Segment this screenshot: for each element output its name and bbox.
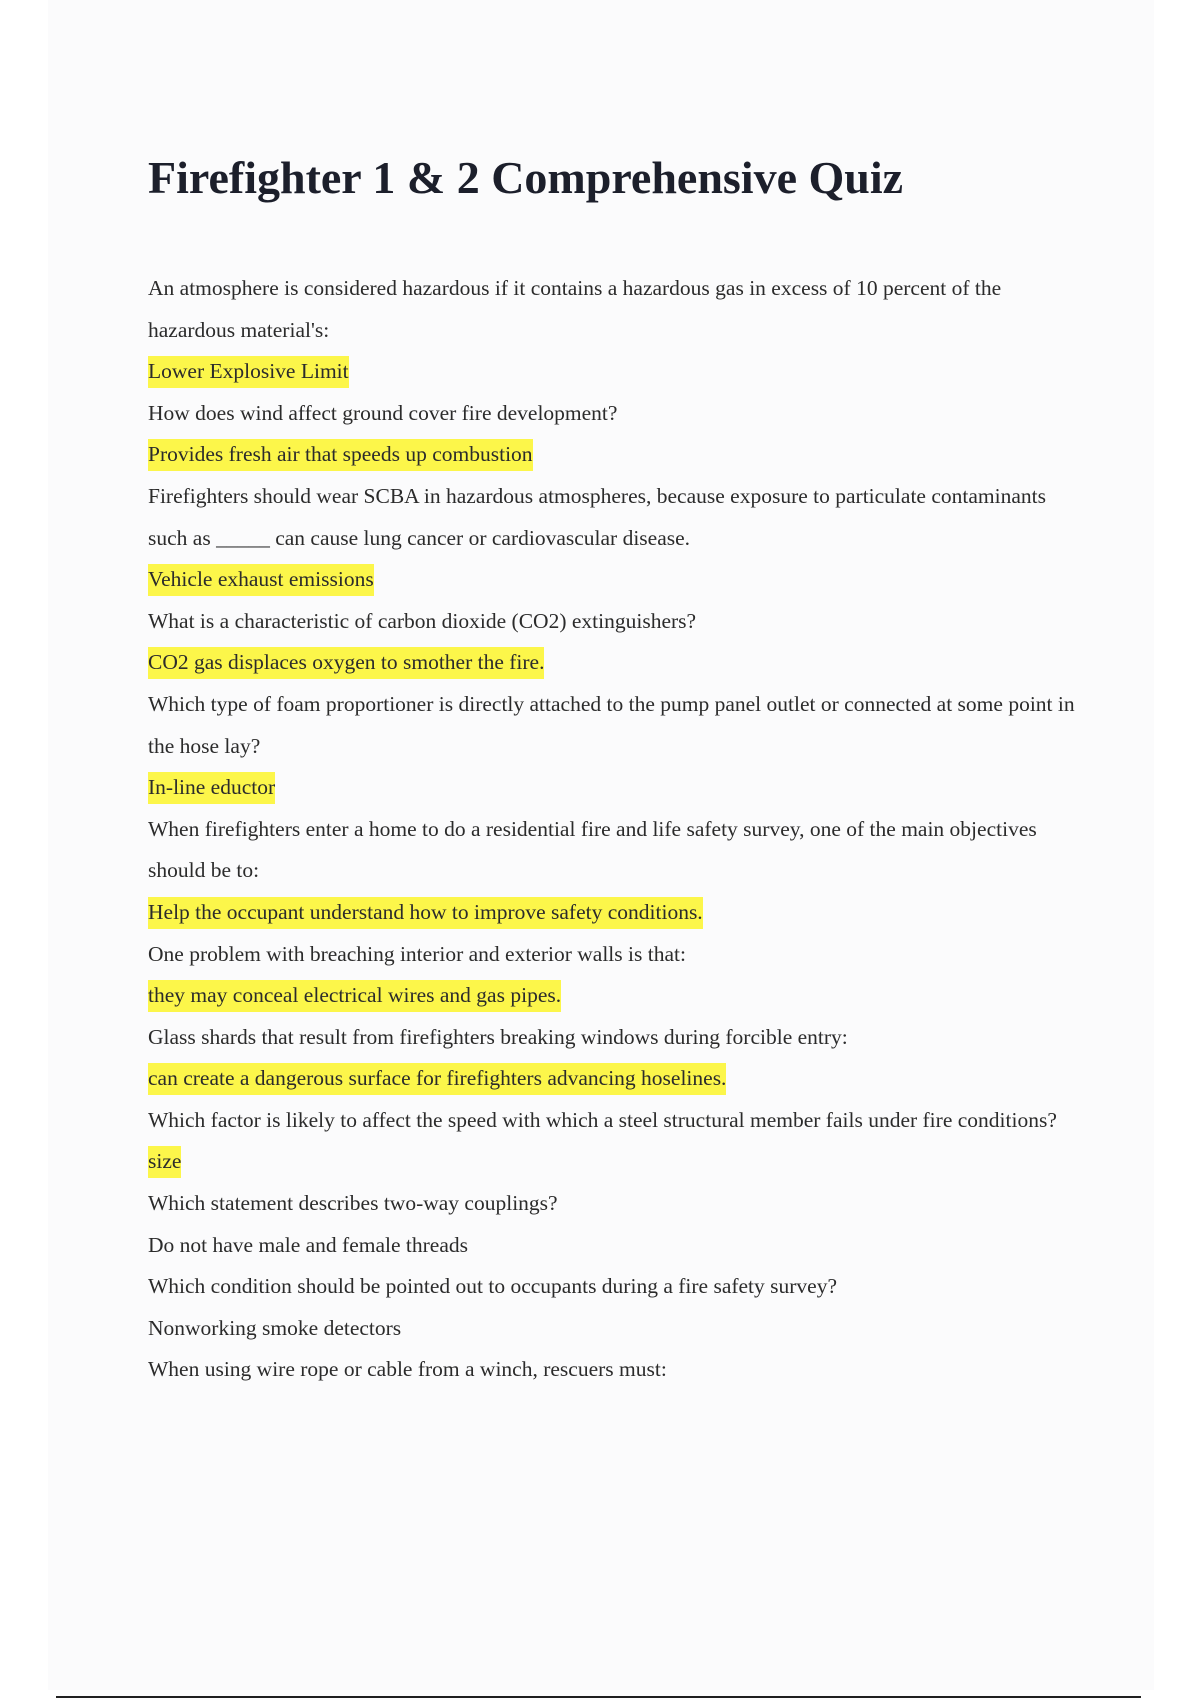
answer-highlight: Vehicle exhaust emissions [148,564,374,596]
answer-highlight: Lower Explosive Limit [148,356,349,388]
question-text: An atmosphere is considered hazardous if it contains a hazardous gas in excess of 10 percent of the hazardous material's: [148,276,1002,342]
answer-text [148,767,1078,809]
answer-text [148,892,1078,934]
quiz-item [148,268,1078,393]
quiz-content [148,268,1078,1391]
quiz-item [148,1349,1078,1391]
question-text: Glass shards that result from firefighters breaking windows during forcible entry: [148,1024,848,1049]
answer-text [148,1058,1078,1100]
answer-highlight: can create a dangerous surface for firefighters advancing hoselines. [148,1063,726,1095]
answer-highlight: Help the occupant understand how to improve safety conditions. [148,897,703,929]
question-text: One problem with breaching interior and exterior walls is that: [148,941,686,966]
quiz-item [148,809,1078,934]
answer-text [148,642,1078,684]
quiz-item [148,601,1078,684]
question-text: How does wind affect ground cover fire development? [148,400,618,425]
answer-highlight: they may conceal electrical wires and gas pipes. [148,980,561,1012]
quiz-item [148,684,1078,809]
answer-highlight: CO2 gas displaces oxygen to smother the fire. [148,647,544,679]
question-text: What is a characteristic of carbon dioxide (CO2) extinguishers? [148,608,697,633]
quiz-item [148,1266,1078,1349]
quiz-item [148,1183,1078,1266]
quiz-item [148,1017,1078,1100]
question-text: Which factor is likely to affect the speed with which a steel structural member fails under fire conditions? [148,1107,1057,1132]
question-text: Which condition should be pointed out to occupants during a fire safety survey? [148,1274,838,1299]
answer-highlight: In-line eductor [148,772,275,804]
quiz-item [148,1100,1078,1183]
answer-text [148,1141,1078,1183]
bottom-rule [56,1696,1141,1698]
question-text: Which type of foam proportioner is directly attached to the pump panel outlet or connected at some point in the hose lay? [148,691,1075,758]
document-title: Firefighter 1 & 2 Comprehensive Quiz [148,152,904,203]
answer-text [148,559,1078,601]
answer-highlight: Provides fresh air that speeds up combustion [148,439,533,471]
quiz-item [148,393,1078,476]
answer-text [148,975,1078,1017]
quiz-item [148,934,1078,1017]
answer-text: Nonworking smoke detectors [148,1315,402,1340]
answer-text [148,434,1078,476]
quiz-item [148,476,1078,601]
question-text: When firefighters enter a home to do a residential fire and life safety survey, one of the main objectives should be to: [148,816,1037,883]
answer-text [148,351,1078,393]
answer-highlight: size [148,1146,181,1178]
question-text: Which statement describes two-way couplings? [148,1191,558,1216]
question-text: When using wire rope or cable from a winch, rescuers must: [148,1357,667,1382]
answer-text: Do not have male and female threads [148,1232,468,1257]
question-text: Firefighters should wear SCBA in hazardous atmospheres, because exposure to particulate contaminants such as _____ can cause lung cancer or cardiovascular disease. [148,483,1046,550]
